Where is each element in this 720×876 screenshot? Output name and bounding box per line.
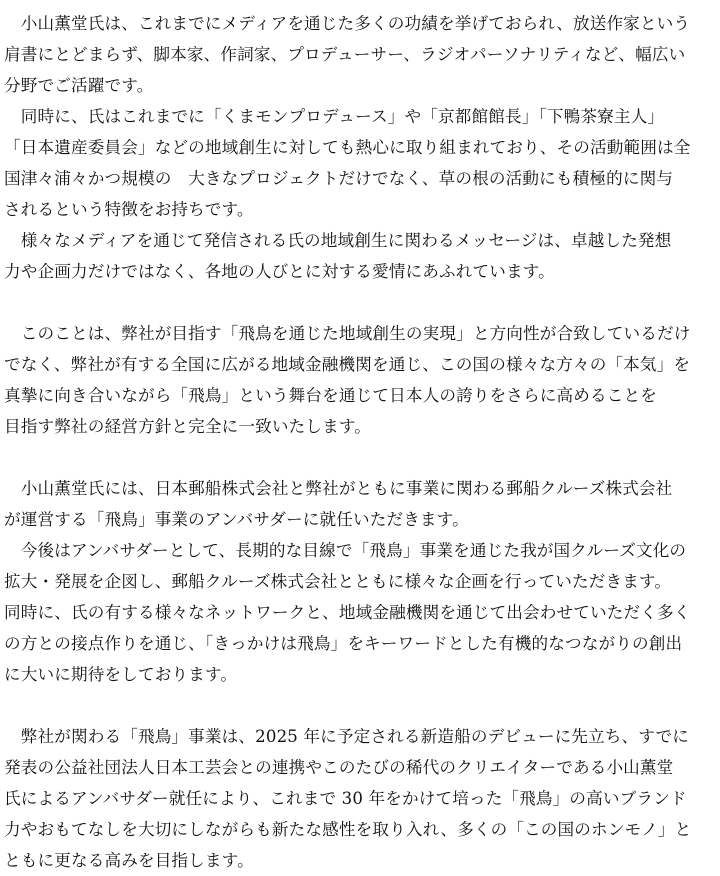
- text-line: ともに更なる高みを目指します。: [4, 851, 254, 870]
- text-line: されるという特徴をお持ちです。: [4, 200, 254, 219]
- text-line: 同時に、氏の有する様々なネットワークと、地域金融機関を通じて出会わせていただく多く: [4, 603, 691, 622]
- text-line: 今後はアンバサダーとして、長期的な目線で「飛鳥」事業を通じた我が国クルーズ文化の: [4, 541, 687, 560]
- text-line: 「日本遺産委員会」などの地域創生に対しても熱心に取り組まれており、その活動範囲は全: [4, 138, 691, 157]
- text-line: 真摯に向き合いながら「飛鳥」という舞台を通じて日本人の誇りをさらに高めることを: [4, 386, 658, 405]
- text-line: 目指す弊社の経営方針と完全に一致いたします。: [4, 417, 372, 436]
- text-line: 小山薫堂氏は、これまでにメディアを通じた多くの功績を挙げておられ、放送作家という: [4, 14, 691, 33]
- text-line: 様々なメディアを通じて発信される氏の地域創生に関わるメッセージは、卓越した発想: [4, 231, 672, 250]
- text-line: 氏によるアンバサダー就任により、これまで 30 年をかけて培った「飛鳥」の高いブランド: [4, 789, 687, 808]
- text-line: 弊社が関わる「飛鳥」事業は、2025 年に予定される新造船のデビューに先立ち、すでに: [4, 727, 690, 746]
- text-line: このことは、弊社が目指す「飛鳥を通じた地域創生の実現」と方向性が合致しているだけ: [4, 324, 691, 343]
- paragraph-asuka-business: [4, 721, 718, 876]
- paragraph-ambassador-profile: [4, 8, 718, 287]
- text-line: 肩書にとどまらず、脚本家、作詞家、プロデューサー、ラジオパーソナリティなど、幅広い: [4, 45, 686, 64]
- text-line: 力やおもてなしを大切にしながらも新たな感性を取り入れ、多くの「この国のホンモノ」と: [4, 820, 692, 839]
- paragraph-alignment: [4, 318, 718, 442]
- paragraph-appointment: [4, 473, 718, 690]
- text-line: 分野でご活躍です。: [4, 76, 154, 95]
- text-line: 発表の公益社団法人日本工芸会との連携やこのたびの稀代のクリエイターである小山薫堂: [4, 758, 674, 777]
- text-line: 小山薫堂氏には、日本郵船株式会社と弊社がともに事業に関わる郵船クルーズ株式会社: [4, 479, 673, 498]
- text-line: 力や企画力だけではなく、各地の人びとに対する愛情にあふれています。: [4, 262, 555, 281]
- text-line: でなく、弊社が有する全国に広がる地域金融機関を通じ、この国の様々な方々の「本気」を: [4, 355, 691, 374]
- text-line: 国津々浦々かつ規模の 大きなプロジェクトだけでなく、草の根の活動にも積極的に関与: [4, 169, 674, 188]
- text-line: に大いに期待をしております。: [4, 665, 238, 684]
- text-line: 拡大・発展を企図し、郵船クルーズ株式会社とともに様々な企画を行っていただきます。: [4, 572, 672, 591]
- document-body: [4, 8, 718, 876]
- text-line: が運営する「飛鳥」事業のアンバサダーに就任いただきます。: [4, 510, 469, 529]
- text-line: 同時に、氏はこれまでに「くまモンプロデュース」や「京都館館長」「下鴨茶寮主人」: [4, 107, 665, 126]
- text-line: の方との接点作りを通じ、「きっかけは飛鳥」をキーワードとした有機的なつながりの創出: [4, 634, 683, 653]
